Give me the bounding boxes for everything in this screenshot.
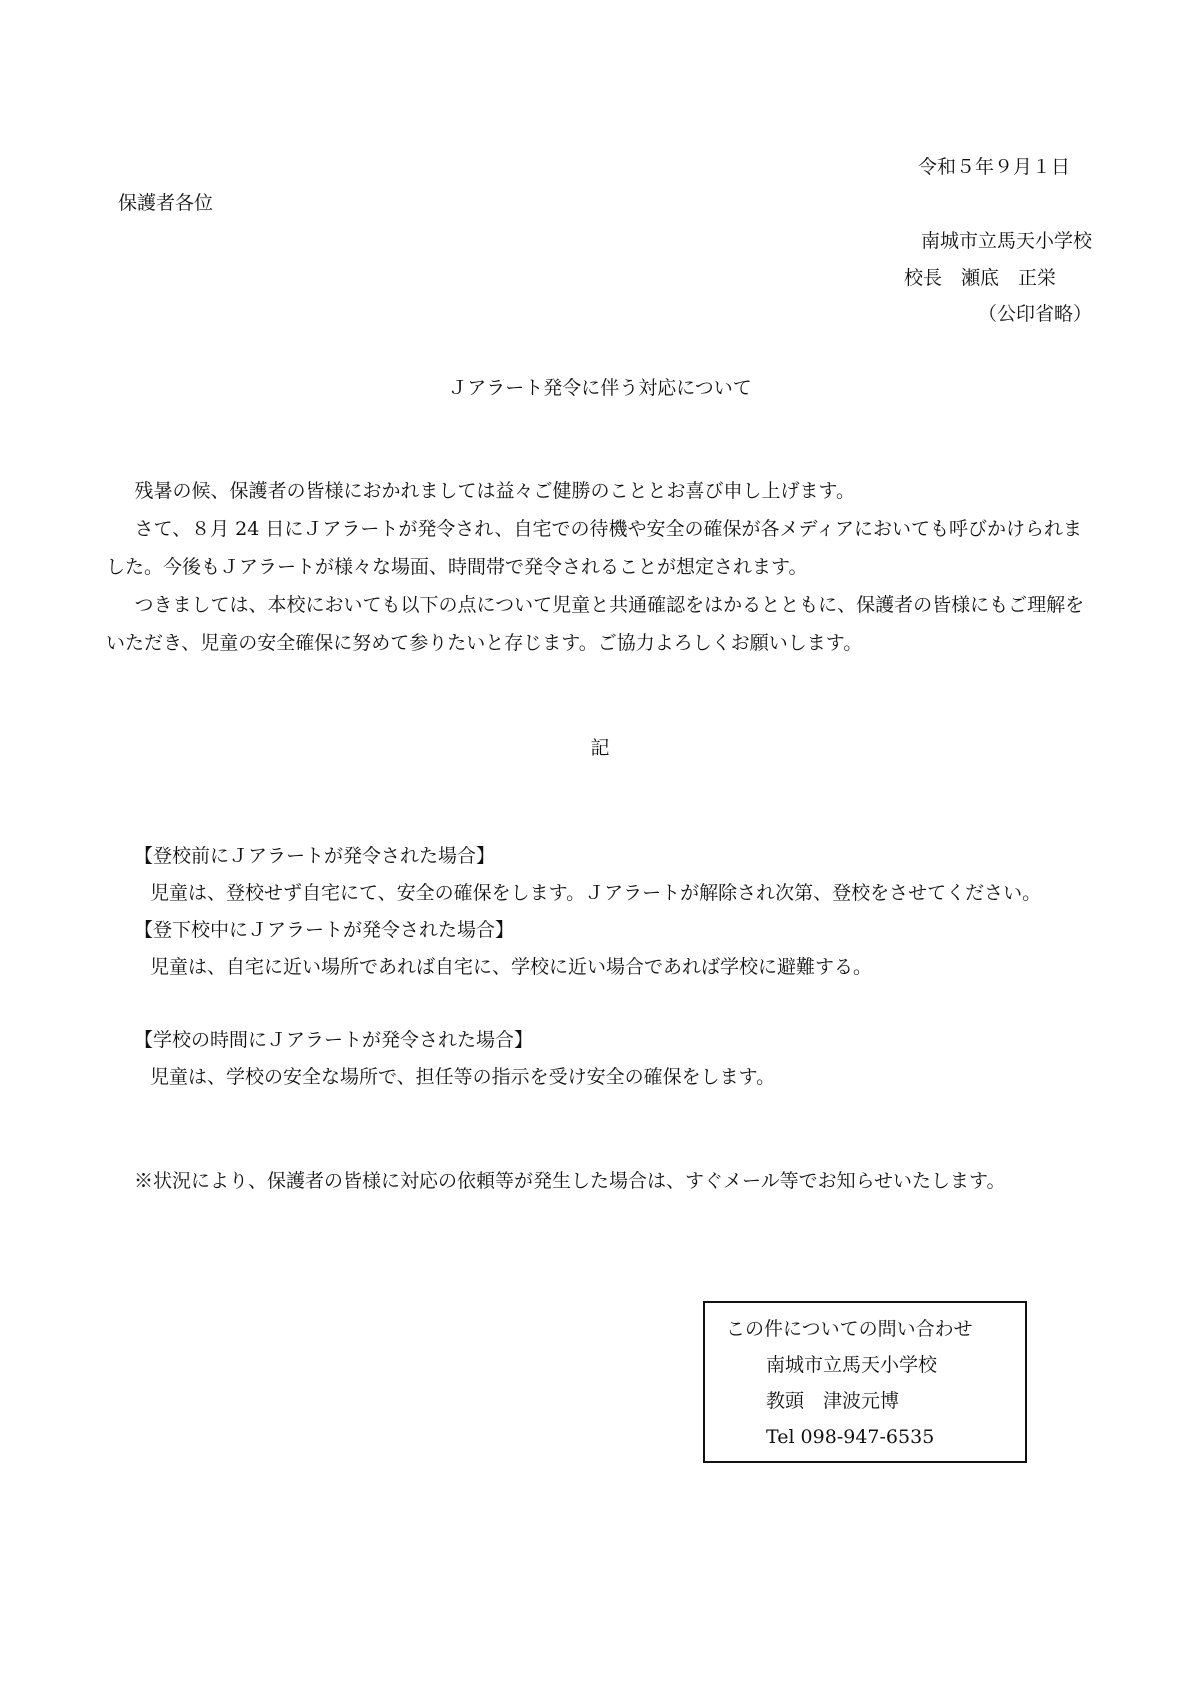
body-text bbox=[106, 472, 1096, 662]
seal-omitted-note: （公印省略） bbox=[977, 303, 1092, 325]
ki-marker: 記 bbox=[590, 737, 610, 759]
case-text: 児童は、学校の安全な場所で、担任等の指示を受け安全の確保をします。 bbox=[150, 1066, 776, 1088]
case-text: 児童は、自宅に近い場所であれば自宅に、学校に近い場合であれば学校に避難する。 bbox=[150, 956, 873, 978]
recipient: 保護者各位 bbox=[118, 192, 214, 214]
sender-school: 南城市立馬天小学校 bbox=[920, 230, 1092, 252]
contact-title: この件についての問い合わせ bbox=[726, 1318, 973, 1340]
document-date: 令和５年９月１日 bbox=[917, 156, 1070, 178]
contact-person: 教頭 津波元博 bbox=[766, 1390, 900, 1412]
body-paragraph: さて、８月 24 日にＪアラートが発令され、自宅での待機や安全の確保が各メディアにおいても呼びかけられました。今後もＪアラートが様々な場面、時間帯で発令されることが想定されます。 bbox=[106, 518, 1082, 578]
body-paragraph: 残暑の候、保護者の皆様におかれましては益々ご健勝のこととお喜び申し上げます。 bbox=[134, 480, 855, 502]
document-title: Ｊアラート発令に伴う対応について bbox=[448, 377, 752, 399]
case-heading: 【学校の時間にＪアラートが発令された場合】 bbox=[134, 1029, 534, 1051]
notice-note: ※状況により、保護者の皆様に対応の依頼等が発生した場合は、すぐメール等でお知らせいたします。 bbox=[134, 1170, 1006, 1192]
spacer bbox=[134, 986, 1094, 1022]
case-heading: 【登校前にＪアラートが発令された場合】 bbox=[134, 845, 496, 867]
contact-box bbox=[703, 1301, 1027, 1463]
body-paragraph: つきましては、本校においても以下の点について児童と共通確認をはかるとともに、保護者の皆様にもご理解をいただき、児童の安全確保に努めて参りたいと存じます。ご協力よろしくお願いします。 bbox=[106, 594, 1085, 654]
case-heading: 【登下校中にＪアラートが発令された場合】 bbox=[134, 919, 515, 941]
case-list bbox=[134, 838, 1094, 1096]
contact-school: 南城市立馬天小学校 bbox=[766, 1354, 938, 1376]
case-text: 児童は、登校せず自宅にて、安全の確保をします。Ｊアラートが解除され次第、登校をさせてください。 bbox=[150, 882, 1042, 904]
sender-principal: 校長 瀬底 正栄 bbox=[904, 267, 1057, 289]
contact-phone: Tel 098-947-6535 bbox=[766, 1426, 935, 1448]
